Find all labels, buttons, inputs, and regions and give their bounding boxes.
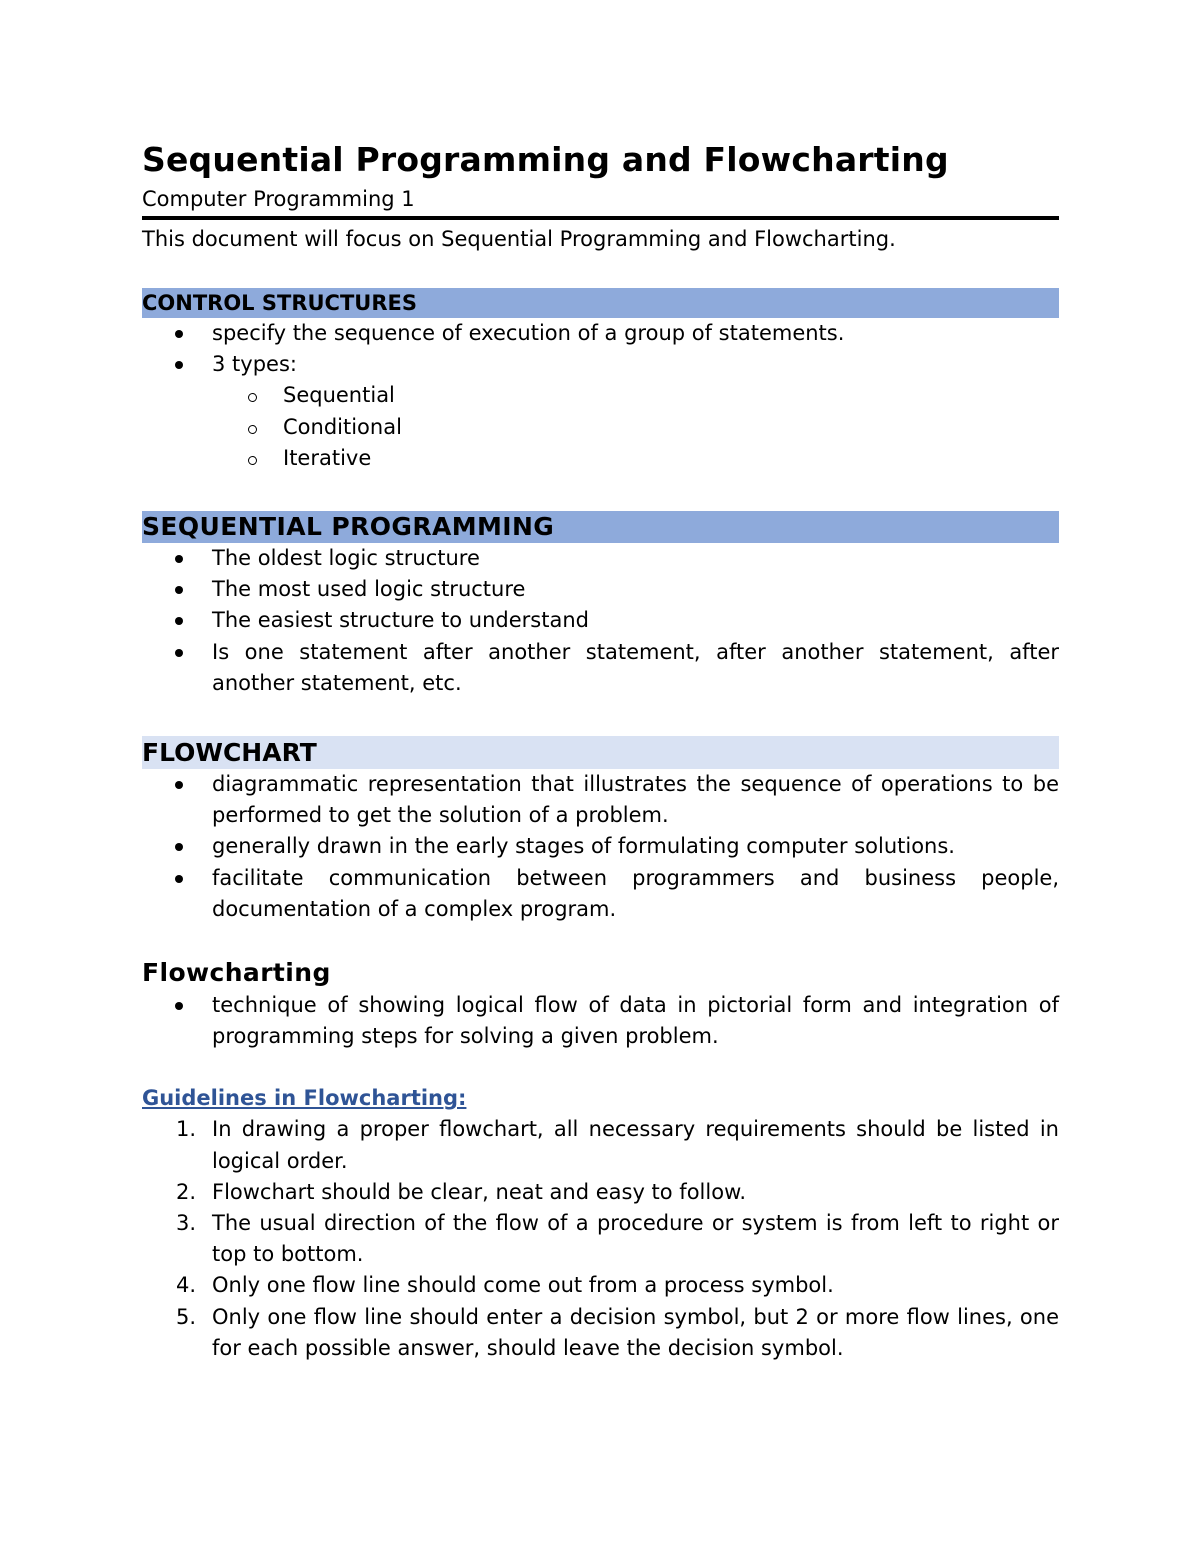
guidelines-heading: Guidelines in Flowcharting: [142,1086,467,1111]
list-item-text: The oldest logic structure [212,546,480,571]
document-page [142,136,1059,1364]
numbered-item [142,1177,1059,1208]
sublist-item [142,443,1059,474]
numbered-item [142,1302,1059,1364]
bullet-icon [175,875,183,883]
bullet-icon [175,843,183,851]
item-number: 4. [176,1273,197,1298]
numbered-item [142,1114,1059,1176]
sublist-item [142,380,1059,411]
bullet-icon [175,649,183,657]
list-item-text: 3 types: [212,352,297,377]
list-item-text: diagrammatic representation that illustrates the sequence of operations to be performed to get the solution of a problem. [212,772,1059,828]
bullet-icon [175,330,183,338]
item-number: 3. [176,1211,197,1236]
item-number: 1. [176,1117,197,1142]
bullet-icon [175,1002,183,1010]
numbered-item [142,1270,1059,1301]
list-item [142,990,1059,1052]
flowcharting-list [142,990,1059,1052]
page-title: Sequential Programming and Flowcharting [142,140,949,179]
list-item-text: Is one statement after another statement, after another statement, after another statement, etc. [212,639,1059,695]
list-item-text: specify the sequence of execution of a group of statements. [212,321,845,345]
list-item-text: The most used logic structure [212,577,526,602]
bullet-icon [175,617,183,625]
list-item-text: The easiest structure to understand [212,608,589,633]
list-item [142,769,1059,831]
item-number: 2. [176,1179,197,1204]
list-item [142,574,1059,605]
sublist-item-text: Iterative [283,445,372,470]
numbered-item-text: Only one flow line should come out from a process symbol. [212,1273,834,1298]
numbered-item-text: In drawing a proper flowchart, all necessary requirements should be listed in logical order. [212,1117,1059,1173]
list-item [142,349,1059,474]
circle-bullet-icon [248,456,257,465]
sublist-item [142,412,1059,443]
types-sublist [142,380,1059,474]
control-structures-heading: CONTROL STRUCTURES [142,288,1059,318]
circle-bullet-icon [248,425,257,434]
numbered-item-text: Only one flow line should enter a decision symbol, but 2 or more flow lines, one for each possible answer, should leave the decision symbol. [212,1304,1059,1360]
guidelines-list [142,1114,1059,1364]
flowchart-heading: FLOWCHART [142,736,1059,769]
sequential-programming-heading: SEQUENTIAL PROGRAMMING [142,511,1059,543]
list-item-text: technique of showing logical flow of data in pictorial form and integration of programming steps for solving a given problem. [212,993,1059,1049]
list-item [142,605,1059,636]
page-subtitle: Computer Programming 1 [142,184,1059,220]
list-item-text: generally drawn in the early stages of formulating computer solutions. [212,834,955,859]
bullet-icon [175,781,183,789]
bullet-icon [175,586,183,594]
numbered-item-text: Flowchart should be clear, neat and easy to follow. [212,1179,746,1204]
intro-paragraph: This document will focus on Sequential Programming and Flowcharting. [142,227,896,251]
sequential-programming-list [142,543,1059,699]
control-structures-list [142,318,1059,474]
circle-bullet-icon [248,393,257,402]
sublist-item-text: Sequential [283,383,395,408]
bullet-icon [175,555,183,563]
flowchart-list [142,769,1059,925]
list-item [142,831,1059,862]
bullet-icon [175,361,183,369]
numbered-item-text: The usual direction of the flow of a procedure or system is from left to right or top to bottom. [212,1211,1059,1267]
numbered-item [142,1208,1059,1270]
list-item [142,863,1059,925]
flowcharting-heading: Flowcharting [142,958,331,988]
sublist-item-text: Conditional [283,414,402,439]
list-item [142,543,1059,574]
list-item [142,637,1059,699]
item-number: 5. [176,1304,197,1329]
list-item-text: facilitate communication between programmers and business people, documentation of a complex program. [212,865,1059,921]
list-item [142,318,1059,349]
